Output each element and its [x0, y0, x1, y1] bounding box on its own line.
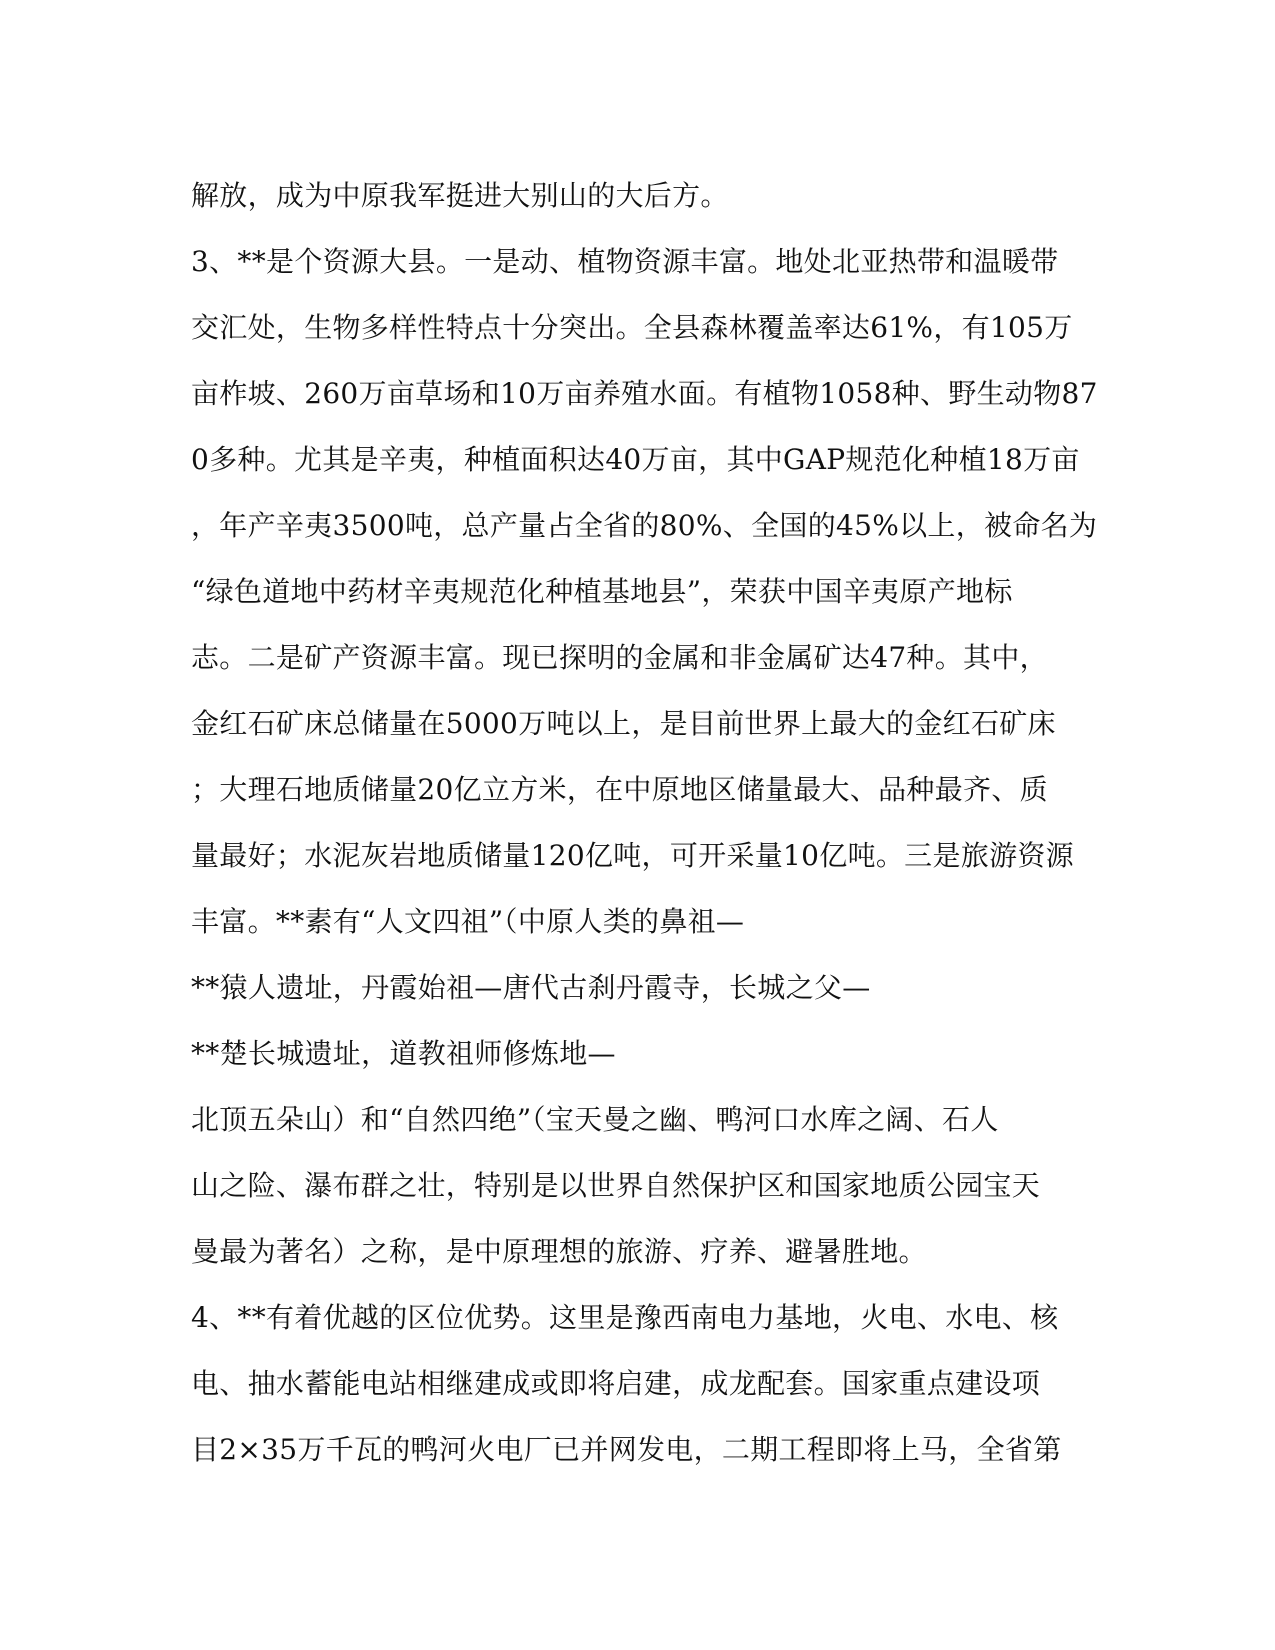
text-line: 亩柞坡、260万亩草场和10万亩养殖水面。有植物1058种、野生动物87 [191, 377, 1098, 410]
text-line: 北顶五朵山）和“自然四绝”（宝天曼之幽、鸭河口水库之阔、石人 [191, 1103, 999, 1136]
text-line: 曼最为著名）之称，是中原理想的旅游、疗养、避暑胜地。 [191, 1235, 927, 1268]
text-line: “绿色道地中药材辛夷规范化种植基地县”，荣获中国辛夷原产地标 [191, 575, 1013, 608]
text-line: 丰富。**素有“人文四祖”（中原人类的鼻祖— [191, 905, 745, 938]
text-line: **楚长城遗址，道教祖师修炼地— [191, 1037, 616, 1070]
text-line: 解放，成为中原我军挺进大别山的大后方。 [191, 179, 729, 212]
text-line: 量最好；水泥灰岩地质储量120亿吨，可开采量10亿吨。三是旅游资源 [191, 839, 1074, 872]
text-line: 4、**有着优越的区位优势。这里是豫西南电力基地，火电、水电、核 [191, 1301, 1059, 1334]
text-line: ，年产辛夷3500吨，总产量占全省的80%、全国的45%以上，被命名为 [191, 509, 1098, 542]
text-line: 金红石矿床总储量在5000万吨以上，是目前世界上最大的金红石矿床 [191, 707, 1056, 740]
text-line: 电、抽水蓄能电站相继建成或即将启建，成龙配套。国家重点建设项 [191, 1367, 1041, 1400]
text-line: ；大理石地质储量20亿立方米，在中原地区储量最大、品种最齐、质 [191, 773, 1048, 806]
text-line: 交汇处，生物多样性特点十分突出。全县森林覆盖率达61%，有105万 [191, 311, 1073, 344]
text-line: 0多种。尤其是辛夷，种植面积达40万亩，其中GAP规范化种植18万亩 [191, 443, 1080, 476]
text-line: 3、**是个资源大县。一是动、植物资源丰富。地处北亚热带和温暖带 [191, 245, 1059, 278]
text-line: 目2×35万千瓦的鸭河火电厂已并网发电，二期工程即将上马，全省第 [191, 1433, 1062, 1466]
text-line: **猿人遗址，丹霞始祖—唐代古刹丹霞寺，长城之父— [191, 971, 871, 1004]
text-line: 山之险、瀑布群之壮，特别是以世界自然保护区和国家地质公园宝天 [191, 1169, 1041, 1202]
text-line: 志。二是矿产资源丰富。现已探明的金属和非金属矿达47种。其中， [191, 641, 1048, 674]
body-text [191, 163, 1098, 1483]
